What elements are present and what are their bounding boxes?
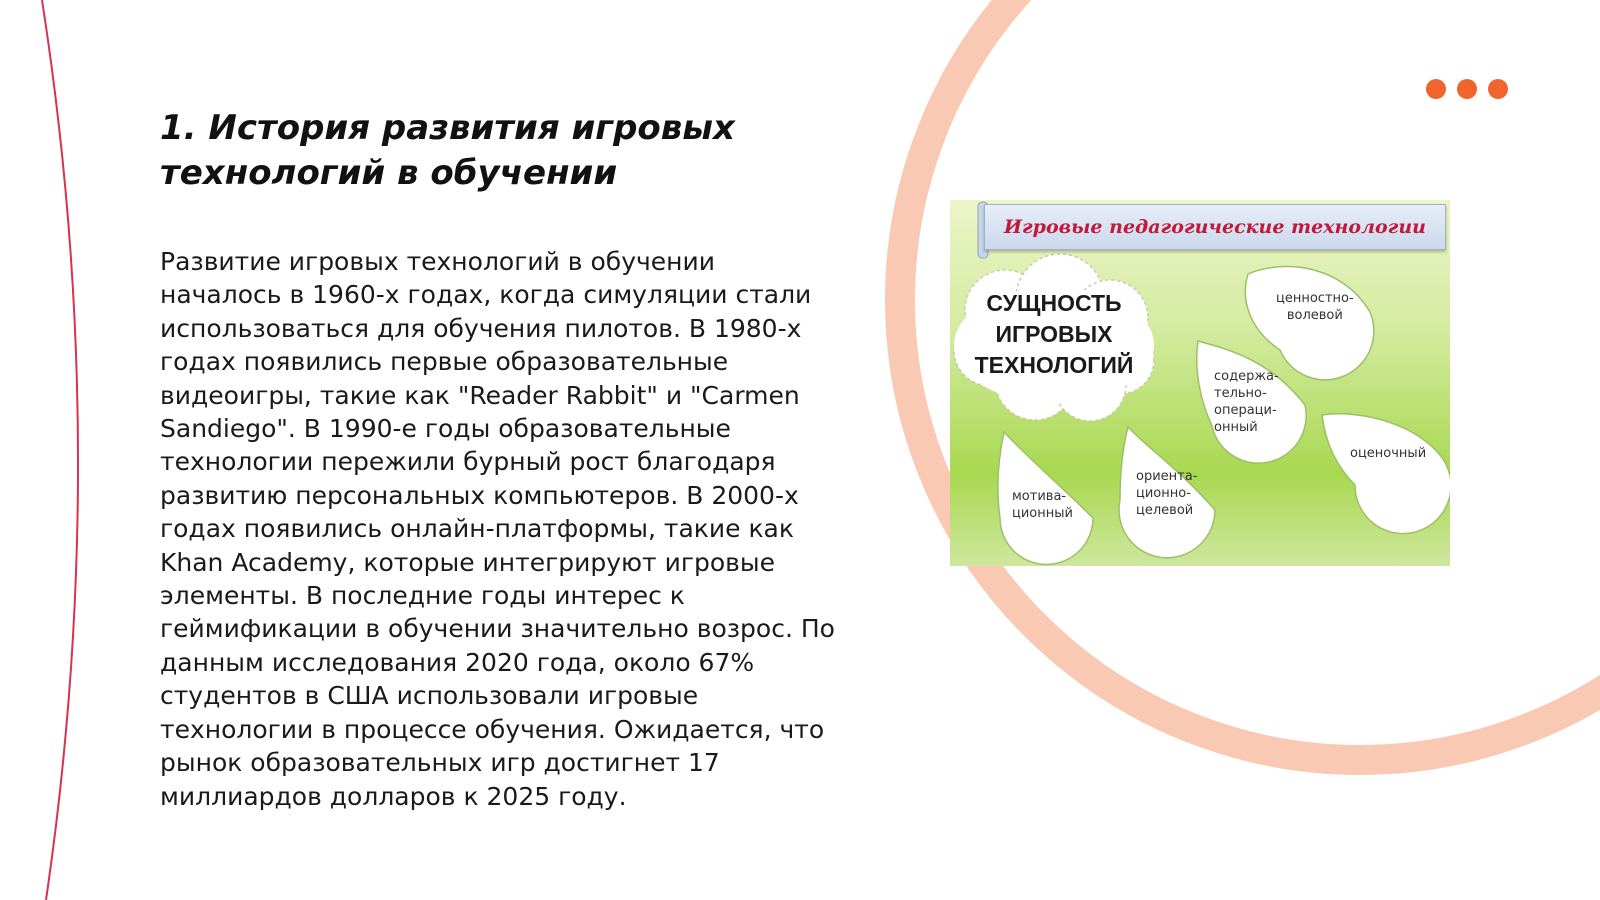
dot bbox=[1426, 79, 1446, 99]
dot bbox=[1488, 79, 1508, 99]
diagram-picture bbox=[950, 200, 1450, 566]
drop-label-motivational: мотива- ционный bbox=[1012, 489, 1073, 521]
three-dots-icon[interactable] bbox=[1426, 79, 1508, 99]
drop-label-evaluative: оценочный bbox=[1350, 446, 1427, 461]
left-edge-curve bbox=[42, 0, 78, 900]
body-text: Развитие игровых технологий в обучении началось в 1960-х годах, когда симуляции стали использоваться для обучения пилотов. В 1980-х годах появились первые образовательные видеоигры, такие как "Reader Rabbit" и "Carmen Sandiego". В 1990-е годы образовательные технологии пережили бурный рост благодаря развитию персональных компьютеров. В 2000-х годах появились онлайн-платформы, такие как Khan Academy, которые интегрируют игровые элементы. В последние годы интерес к геймификации в обучении значительно возрос. По данным исследования 2020 года, около 67% студентов в США использовали игровые технологии в процессе обучения. Ожидается, что рынок образовательных игр достигнет 17 миллиардов долларов к 2025 году. bbox=[160, 247, 835, 811]
diagram-center-text: СУЩНОСТЬ ИГРОВЫХ ТЕХНОЛОГИЙ bbox=[974, 290, 1134, 378]
diagram-header: Игровые педагогические технологии bbox=[984, 204, 1446, 250]
drop-label-content: содержа- тельно- операци- онный bbox=[1214, 369, 1279, 435]
dot bbox=[1457, 79, 1477, 99]
drop-label-orientation: ориента- ционно- целевой bbox=[1136, 469, 1198, 518]
drop-shape-evaluative bbox=[1322, 414, 1450, 534]
slide-title: 1. История развития игровых технологий в обучении bbox=[160, 108, 735, 193]
drop-label-valuing: ценностно- волевой bbox=[1276, 291, 1354, 323]
